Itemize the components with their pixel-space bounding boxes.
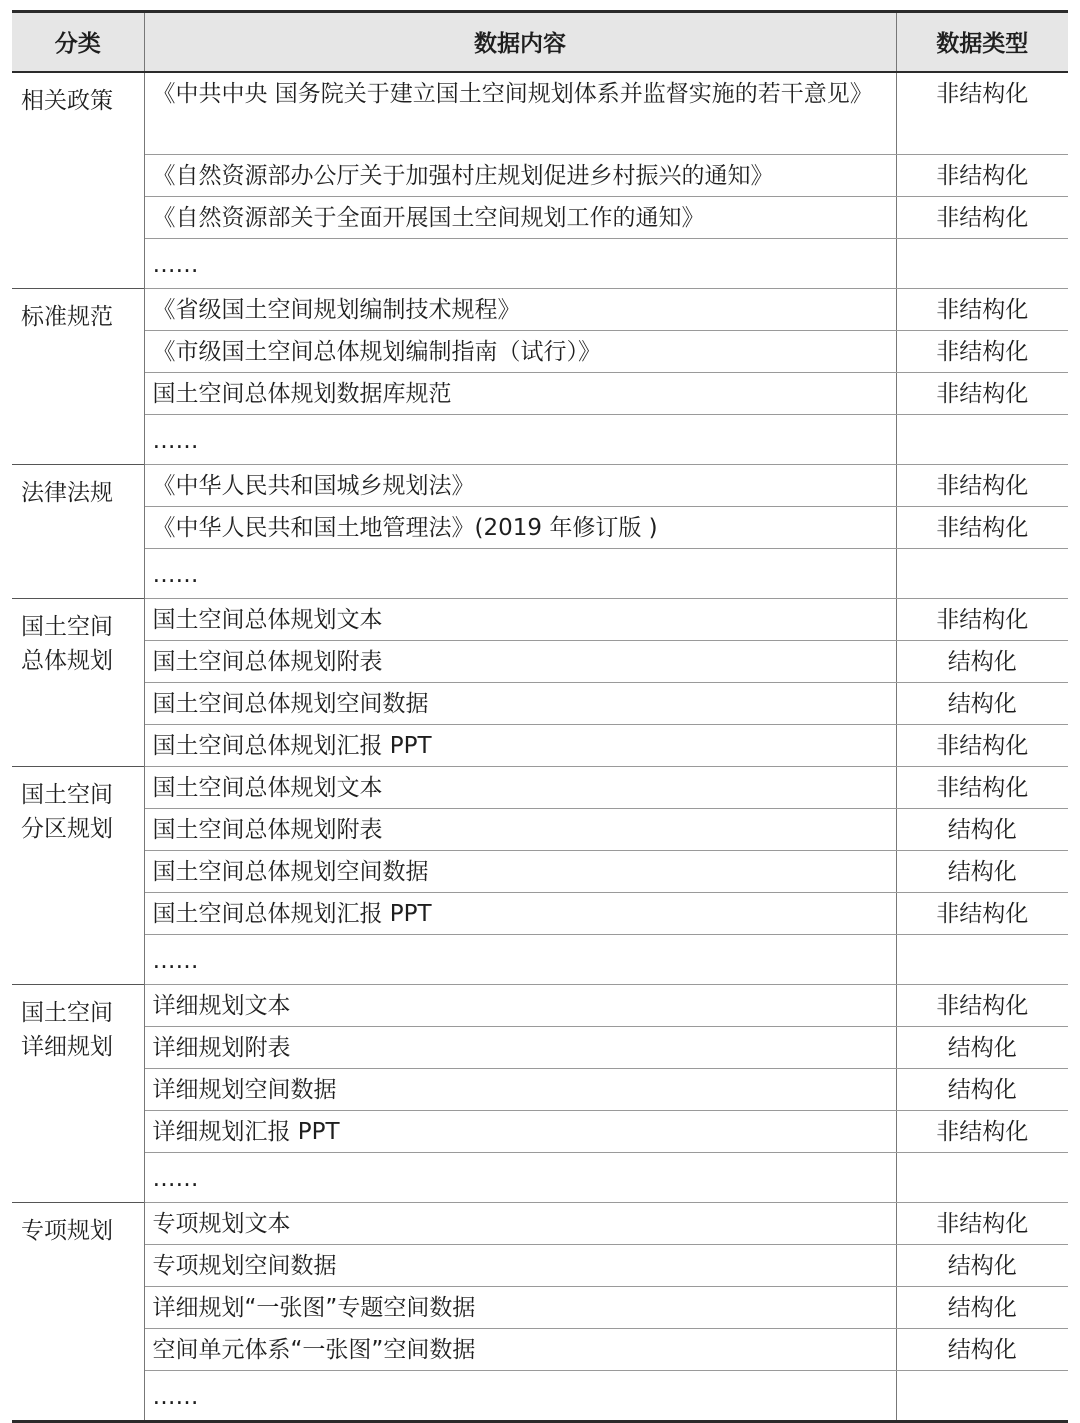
table-row bbox=[12, 641, 1068, 683]
type-cell: 非结构化 bbox=[896, 331, 1068, 373]
table-row bbox=[12, 1111, 1068, 1153]
type-cell: 非结构化 bbox=[896, 725, 1068, 767]
content-cell: 《中共中央 国务院关于建立国土空间规划体系并监督实施的若干意见》 bbox=[144, 72, 896, 155]
content-cell: 详细规划汇报 PPT bbox=[144, 1111, 896, 1153]
table-row bbox=[12, 507, 1068, 549]
type-cell: 非结构化 bbox=[896, 289, 1068, 331]
type-cell: 结构化 bbox=[896, 683, 1068, 725]
type-cell: 非结构化 bbox=[896, 155, 1068, 197]
table-row bbox=[12, 809, 1068, 851]
type-cell bbox=[896, 1371, 1068, 1422]
table-row bbox=[12, 1203, 1068, 1245]
table-row bbox=[12, 549, 1068, 599]
table-header bbox=[12, 12, 1068, 72]
type-cell: 结构化 bbox=[896, 851, 1068, 893]
content-cell: 空间单元体系“一张图”空间数据 bbox=[144, 1329, 896, 1371]
table-row bbox=[12, 239, 1068, 289]
category-cell: 国土空间详细规划 bbox=[12, 985, 144, 1203]
content-cell: 国土空间总体规划数据库规范 bbox=[144, 373, 896, 415]
table-row bbox=[12, 985, 1068, 1027]
table-row bbox=[12, 415, 1068, 465]
category-cell: 法律法规 bbox=[12, 465, 144, 599]
header-type: 数据类型 bbox=[896, 12, 1068, 72]
content-cell: 国土空间总体规划汇报 PPT bbox=[144, 893, 896, 935]
content-cell: 国土空间总体规划附表 bbox=[144, 809, 896, 851]
type-cell bbox=[896, 935, 1068, 985]
table-row bbox=[12, 893, 1068, 935]
content-cell: 专项规划空间数据 bbox=[144, 1245, 896, 1287]
header-category: 分类 bbox=[54, 31, 101, 58]
content-cell: 详细规划文本 bbox=[144, 985, 896, 1027]
category-cell: 标准规范 bbox=[12, 289, 144, 465]
table-row bbox=[12, 683, 1068, 725]
header-row bbox=[12, 12, 1068, 72]
content-cell: 《自然资源部办公厅关于加强村庄规划促进乡村振兴的通知》 bbox=[144, 155, 896, 197]
content-cell: 国土空间总体规划文本 bbox=[144, 599, 896, 641]
type-cell: 非结构化 bbox=[896, 1203, 1068, 1245]
type-cell: 非结构化 bbox=[896, 72, 1068, 155]
table-row bbox=[12, 599, 1068, 641]
table-row bbox=[12, 1069, 1068, 1111]
header-content: 数据内容 bbox=[144, 12, 896, 72]
type-cell: 非结构化 bbox=[896, 507, 1068, 549]
content-cell: 国土空间总体规划空间数据 bbox=[144, 683, 896, 725]
category-cell: 国土空间分区规划 bbox=[12, 767, 144, 985]
content-cell: 国土空间总体规划空间数据 bbox=[144, 851, 896, 893]
content-cell: 《省级国土空间规划编制技术规程》 bbox=[144, 289, 896, 331]
content-cell: 国土空间总体规划文本 bbox=[144, 767, 896, 809]
content-cell: 国土空间总体规划汇报 PPT bbox=[144, 725, 896, 767]
table-row bbox=[12, 1153, 1068, 1203]
category-cell: 相关政策 bbox=[12, 72, 144, 289]
type-cell: 结构化 bbox=[896, 1329, 1068, 1371]
type-cell: 非结构化 bbox=[896, 1111, 1068, 1153]
content-cell: 详细规划“一张图”专题空间数据 bbox=[144, 1287, 896, 1329]
type-cell: 非结构化 bbox=[896, 893, 1068, 935]
table-row bbox=[12, 373, 1068, 415]
content-cell: …… bbox=[144, 549, 896, 599]
type-cell: 非结构化 bbox=[896, 465, 1068, 507]
type-cell: 结构化 bbox=[896, 641, 1068, 683]
content-cell: …… bbox=[144, 239, 896, 289]
table-row bbox=[12, 1287, 1068, 1329]
type-cell: 非结构化 bbox=[896, 985, 1068, 1027]
content-cell: …… bbox=[144, 935, 896, 985]
table-row bbox=[12, 767, 1068, 809]
type-cell bbox=[896, 549, 1068, 599]
content-cell: 国土空间总体规划附表 bbox=[144, 641, 896, 683]
table-row bbox=[12, 1329, 1068, 1371]
content-cell: 《中华人民共和国城乡规划法》 bbox=[144, 465, 896, 507]
table-body bbox=[12, 72, 1068, 1422]
type-cell bbox=[896, 1153, 1068, 1203]
content-cell: …… bbox=[144, 415, 896, 465]
content-cell: 详细规划空间数据 bbox=[144, 1069, 896, 1111]
type-cell: 结构化 bbox=[896, 1069, 1068, 1111]
type-cell bbox=[896, 415, 1068, 465]
type-cell: 非结构化 bbox=[896, 599, 1068, 641]
type-cell: 非结构化 bbox=[896, 373, 1068, 415]
content-cell: 《中华人民共和国土地管理法》(2019 年修订版 ) bbox=[144, 507, 896, 549]
type-cell: 非结构化 bbox=[896, 767, 1068, 809]
table-row bbox=[12, 465, 1068, 507]
type-cell: 结构化 bbox=[896, 809, 1068, 851]
type-cell bbox=[896, 239, 1068, 289]
content-cell: 《自然资源部关于全面开展国土空间规划工作的通知》 bbox=[144, 197, 896, 239]
type-cell: 结构化 bbox=[896, 1027, 1068, 1069]
table-row bbox=[12, 197, 1068, 239]
content-cell: …… bbox=[144, 1371, 896, 1422]
content-cell: 《市级国土空间总体规划编制指南（试行）》 bbox=[144, 331, 896, 373]
table-row bbox=[12, 935, 1068, 985]
type-cell: 结构化 bbox=[896, 1245, 1068, 1287]
category-cell: 专项规划 bbox=[12, 1203, 144, 1422]
table-row bbox=[12, 1245, 1068, 1287]
table-row bbox=[12, 72, 1068, 155]
category-cell: 国土空间总体规划 bbox=[12, 599, 144, 767]
data-table bbox=[12, 10, 1068, 1423]
table-row bbox=[12, 289, 1068, 331]
table-row bbox=[12, 1371, 1068, 1422]
table-row bbox=[12, 155, 1068, 197]
content-cell: 详细规划附表 bbox=[144, 1027, 896, 1069]
table-row bbox=[12, 1027, 1068, 1069]
type-cell: 结构化 bbox=[896, 1287, 1068, 1329]
table-row bbox=[12, 331, 1068, 373]
table-row bbox=[12, 851, 1068, 893]
table-row bbox=[12, 725, 1068, 767]
type-cell: 非结构化 bbox=[896, 197, 1068, 239]
content-cell: …… bbox=[144, 1153, 896, 1203]
content-cell: 专项规划文本 bbox=[144, 1203, 896, 1245]
